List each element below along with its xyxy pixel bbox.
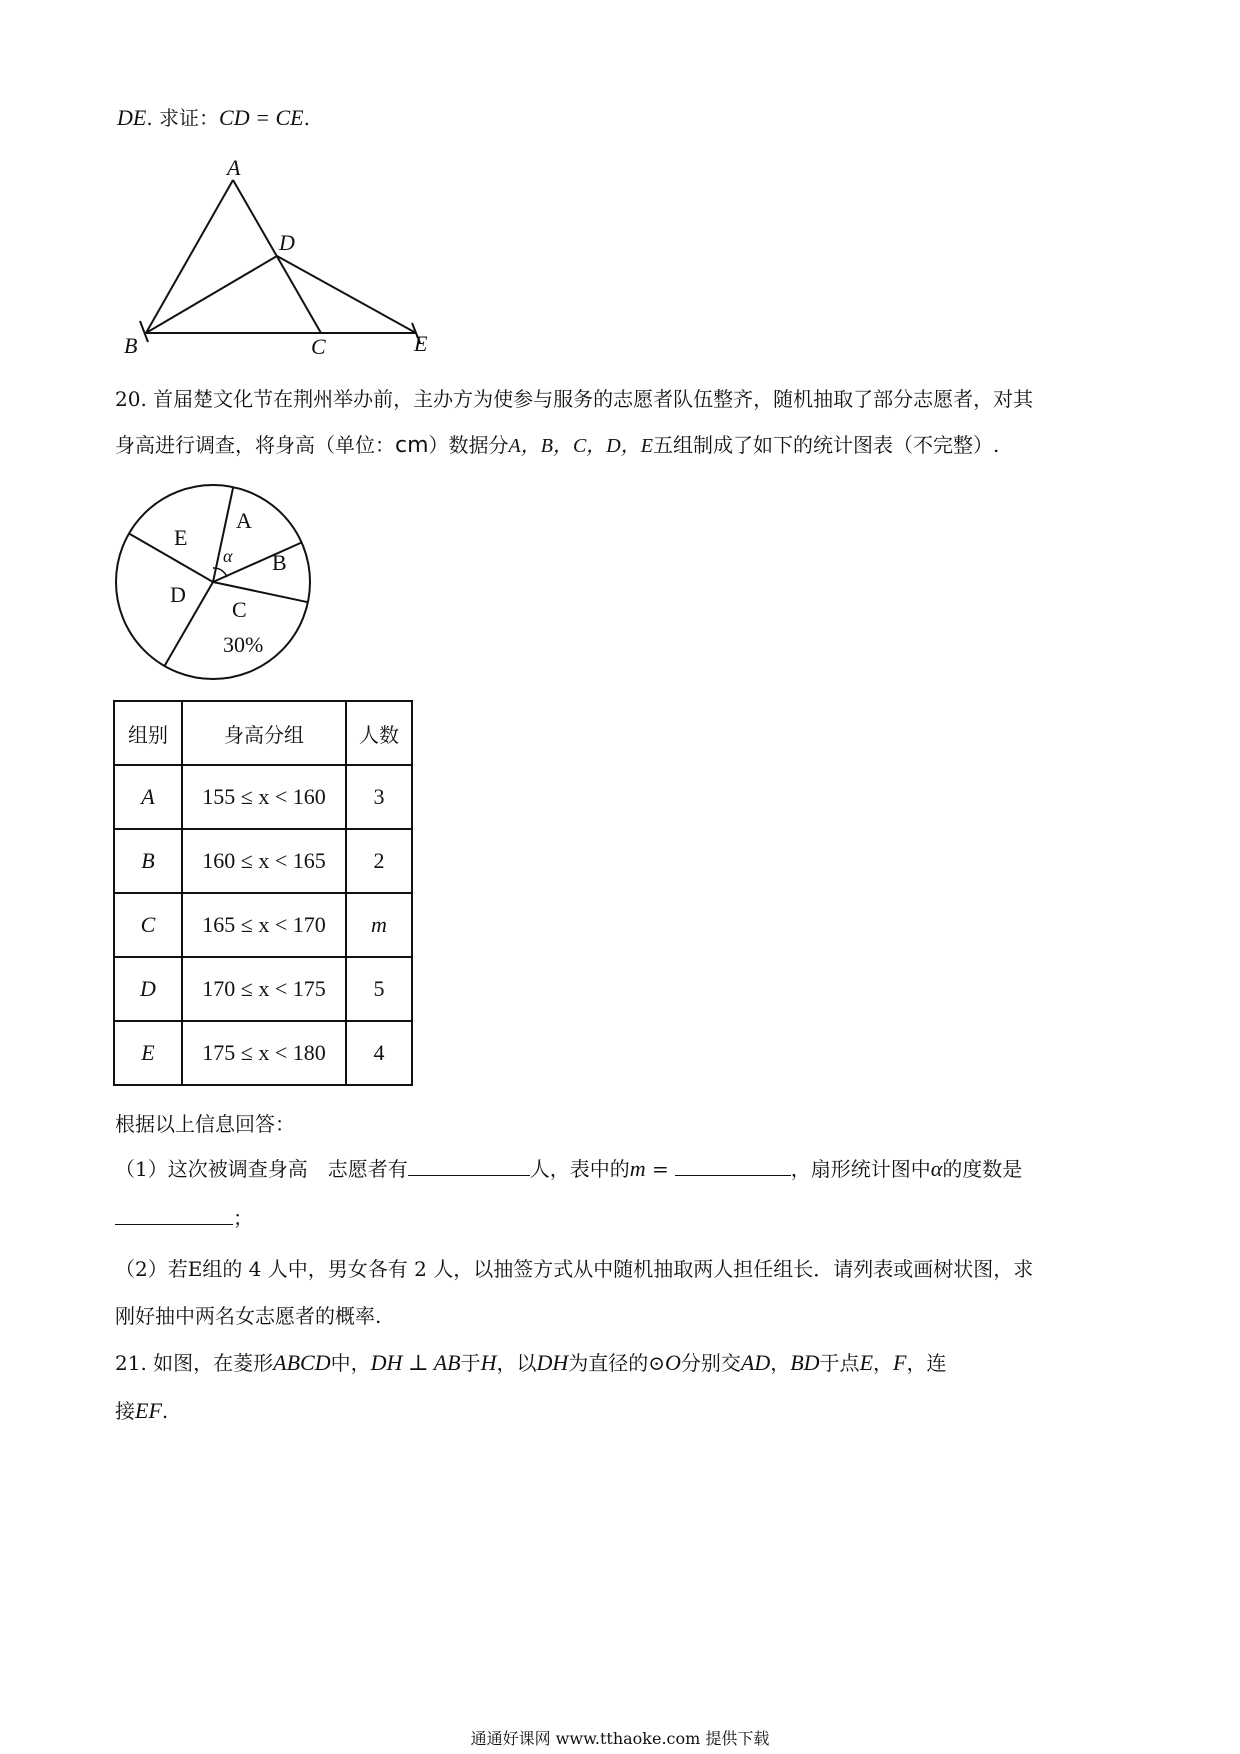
footer-credit: 通通好课网 www.tthaoke.com 提供下载	[470, 1729, 770, 1748]
cell-count: 5	[346, 957, 412, 1021]
q21-line2: 接EF.	[115, 1398, 169, 1423]
answer-blank-m[interactable]	[675, 1155, 791, 1176]
label-a: A	[227, 155, 241, 180]
sub-question-2-line1: （2）若E组的 4 人中，男女各有 2 人，以抽签方式从中随机抽取两人担任组长．请列表或画树状图，求	[115, 1257, 1034, 1281]
label-b: B	[124, 333, 138, 358]
cell-group: C	[114, 893, 182, 957]
slice-label-b: B	[272, 550, 287, 575]
cell-count: 4	[346, 1021, 412, 1085]
header-count: 人数	[346, 701, 412, 765]
label-d: D	[279, 230, 295, 255]
cell-range: 160 ≤ x < 165	[182, 829, 346, 893]
groups-inline: A，B，C，D，E	[508, 435, 653, 457]
answer-blank-alpha[interactable]	[115, 1204, 233, 1225]
cell-group: E	[114, 1021, 182, 1085]
cell-range: 175 ≤ x < 180	[182, 1021, 346, 1085]
cell-range: 155 ≤ x < 160	[182, 765, 346, 829]
segment-ab	[146, 180, 233, 333]
table-row	[114, 829, 412, 893]
slice-label-d: D	[170, 582, 186, 607]
pie-chart	[110, 482, 320, 686]
q21-line1: 21. 如图，在菱形ABCD中，DH ⊥ AB于H，以DH为直径的⊙O分别交AD，BD于点E，F，连	[115, 1350, 947, 1375]
sub-question-1-cont: ；	[115, 1204, 253, 1232]
slice-label-a: A	[236, 508, 252, 533]
cell-group: D	[114, 957, 182, 1021]
cell-count: 2	[346, 829, 412, 893]
table-row	[114, 893, 412, 957]
q20-line2: 身高进行调查，将身高（单位：cm）数据分A，B，C，D，E五组制成了如下的统计图表（不完整）.	[115, 433, 1000, 458]
sub-question-2-line2: 刚好抽中两名女志愿者的概率.	[115, 1304, 382, 1328]
slice-label-c: C	[232, 597, 247, 622]
cell-range: 170 ≤ x < 175	[182, 957, 346, 1021]
triangle-figure	[0, 0, 1240, 380]
label-c: C	[311, 334, 326, 359]
answer-intro: 根据以上信息回答：	[115, 1112, 295, 1136]
table-header	[114, 701, 412, 765]
segment-bd	[146, 256, 277, 333]
q20-line1: 20. 首届楚文化节在荆州举办前，主办方为使参与服务的志愿者队伍整齐，随机抽取了部分志愿者，对其	[115, 387, 1034, 411]
label-e: E	[414, 331, 428, 356]
cell-count: m	[346, 893, 412, 957]
prove-statement: CD = CE	[219, 105, 304, 130]
q19-statement: DE. 求证：CD = CE.	[117, 105, 310, 130]
cell-range: 165 ≤ x < 170	[182, 893, 346, 957]
table-row	[114, 765, 412, 829]
cell-group: B	[114, 829, 182, 893]
header-range: 身高分组	[182, 701, 346, 765]
segment-de: DE	[117, 105, 147, 130]
var-alpha: α	[930, 1156, 943, 1181]
table-row	[114, 957, 412, 1021]
answer-blank-count[interactable]	[408, 1155, 530, 1176]
header-group: 组别	[114, 701, 182, 765]
circle-symbol: ⊙	[648, 1351, 666, 1375]
var-m: m	[629, 1156, 646, 1181]
alpha-label: α	[223, 546, 233, 566]
sub-question-1: （1）这次被调查身高 志愿者有 人，表中的m = ，扇形统计图中α的度数是	[115, 1156, 1023, 1181]
slice-label-e: E	[174, 525, 188, 550]
slice-percent-c: 30%	[223, 632, 264, 657]
unit-cm: cm	[395, 433, 429, 458]
height-table	[113, 700, 413, 1086]
table-row	[114, 1021, 412, 1085]
cell-group: A	[114, 765, 182, 829]
cell-count: 3	[346, 765, 412, 829]
